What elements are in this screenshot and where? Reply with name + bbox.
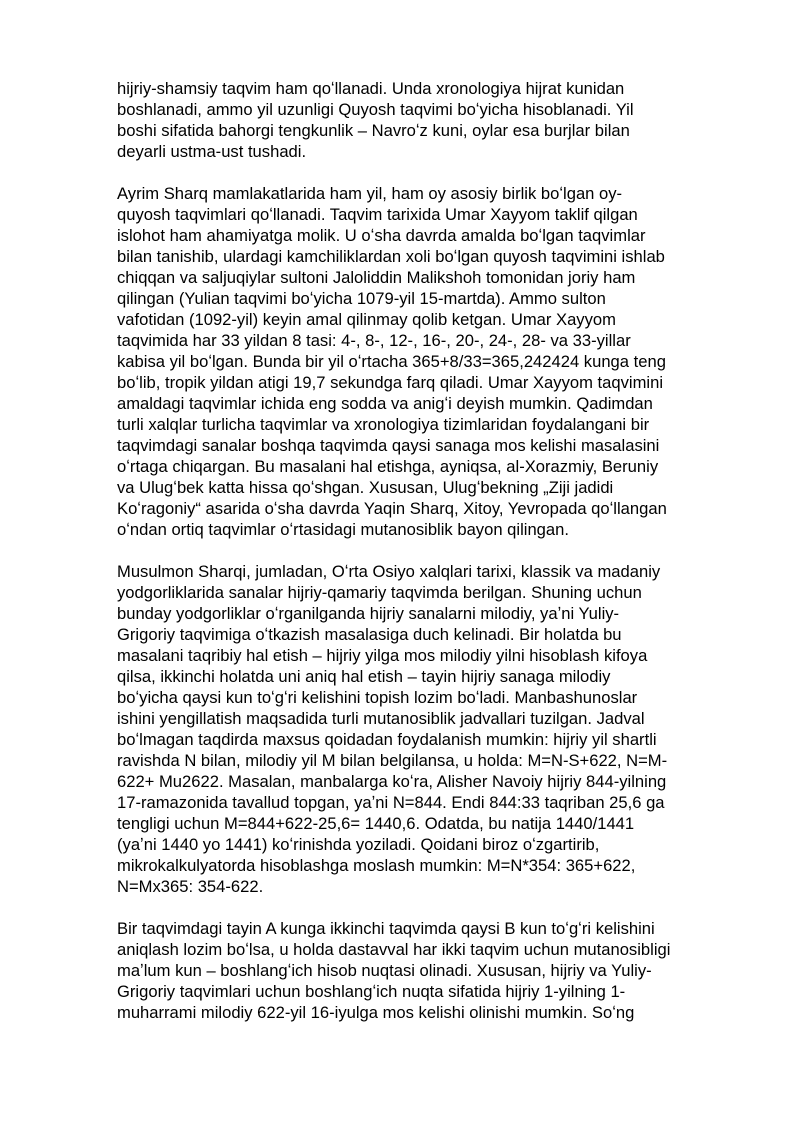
paragraph-hijri-to-gregorian-conversion: [117, 561, 752, 897]
text-line: bunday yodgorliklar oʻrganilganda hijriy sanalarni milodiy, yaʼni Yuliy-: [117, 604, 620, 623]
text-line: Grigoriy taqvimiga oʻtkazish masalasiga duch kelinadi. Bir holatda bu: [117, 625, 622, 644]
text-line: vafotidan (1092-yil) keyin amal qilinmay qolib ketgan. Umar Xayyom: [117, 310, 616, 329]
text-line: hijriy-shamsiy taqvim ham qoʻllanadi. Unda xronologiya hijrat kunidan: [117, 79, 625, 98]
text-line: boʻlib, tropik yildan atigi 19,7 sekundga farq qiladi. Umar Xayyom taqvimini: [117, 373, 664, 392]
text-line: Ayrim Sharq mamlakatlarida ham yil, ham oy asosiy birlik boʻlgan oy-: [117, 184, 623, 203]
text-line: boshlanadi, ammo yil uzunligi Quyosh taqvimi boʻyicha hisoblanadi. Yil: [117, 100, 634, 119]
text-line: boʻlmagan taqdirda maxsus qoidadan foydalanish mumkin: hijriy yil shartli: [117, 730, 657, 749]
text-line: boʻyicha qaysi kun toʻgʻri kelishini topish lozim boʻladi. Manbashunoslar: [117, 688, 638, 707]
text-line: oʻrtaga chiqargan. Bu masalani hal etishga, ayniqsa, al-Xorazmiy, Beruniy: [117, 457, 659, 476]
paragraph-reference-day: [117, 918, 752, 1023]
text-line: taqvimida har 33 yildan 8 tasi: 4-, 8-, 12-, 16-, 20-, 24-, 28- va 33-yillar: [117, 331, 631, 350]
text-line: chiqqan va saljuqiylar sultoni Jaloliddin Malikshoh tomonidan joriy ham: [117, 268, 636, 287]
text-line: qilsa, ikkinchi holatda uni aniq hal etish – tayin hijriy sanaga milodiy: [117, 667, 611, 686]
paragraph-hijri-solar-calendar: [117, 78, 752, 162]
text-line: ishini yengillatish maqsadida turli mutanosiblik jadvallari tuzilgan. Jadval: [117, 709, 645, 728]
text-line: masalani taqribiy hal etish – hijriy yilga mos milodiy yilni hisoblash kifoya: [117, 646, 648, 665]
text-line: taqvimdagi sanalar boshqa taqvimda qaysi sanaga mos kelishi masalasini: [117, 436, 660, 455]
text-line: 17-ramazonida tavallud topgan, yaʼni N=844. Endi 844:33 taqriban 25,6 ga: [117, 793, 665, 812]
text-line: oʻndan ortiq taqvimlar oʻrtasidagi mutanosiblik bayon qilingan.: [117, 520, 569, 539]
text-line: tengligi uchun M=844+622-25,6= 1440,6. Odatda, bu natija 1440/1441: [117, 814, 635, 833]
text-line: maʼlum kun – boshlangʻich hisob nuqtasi olinadi. Xususan, hijriy va Yuliy-: [117, 961, 652, 980]
text-line: Bir taqvimdagi tayin A kunga ikkinchi taqvimda qaysi B kun toʻgʻri kelishini: [117, 919, 655, 938]
text-line: (yaʼni 1440 yo 1441) koʻrinishda yoziladi. Qoidani biroz oʻzgartirib,: [117, 835, 600, 854]
text-line: qilingan (Yulian taqvimi boʻyicha 1079-yil 15-martda). Ammo sulton: [117, 289, 606, 308]
text-line: yodgorliklarida sanalar hijriy-qamariy taqvimda berilgan. Shuning uchun: [117, 583, 642, 602]
text-line: va Ulugʻbek katta hissa qoʻshgan. Xususan, Ulugʻbekning „Ziji jadidi: [117, 478, 614, 497]
text-line: Musulmon Sharqi, jumladan, Oʻrta Osiyo xalqlari tarixi, klassik va madaniy: [117, 562, 661, 581]
text-line: bilan tanishib, ulardagi kamchiliklardan xoli boʻlgan quyosh taqvimini ishlab: [117, 247, 665, 266]
text-line: turli xalqlar turlicha taqvimlar va xronologiya tizimlaridan foydalangani bir: [117, 415, 650, 434]
text-line: Grigoriy taqvimlari uchun boshlangʻich nuqta sifatida hijriy 1-yilning 1-: [117, 982, 626, 1001]
text-line: kabisa yil boʻlgan. Bunda bir yil oʻrtacha 365+8/33=365,242424 kunga teng: [117, 352, 666, 371]
text-line: amaldagi taqvimlar ichida eng sodda va anigʻi deyish mumkin. Qadimdan: [117, 394, 653, 413]
paragraph-lunisolar-calendars: [117, 183, 752, 540]
text-line: N=Mx365: 354-622.: [117, 877, 264, 896]
text-line: aniqlash lozim boʻlsa, u holda dastavval har ikki taqvim uchun mutanosibligi: [117, 940, 671, 959]
text-line: boshi sifatida bahorgi tengkunlik – Navroʻz kuni, oylar esa burjlar bilan: [117, 121, 630, 140]
text-line: mikrokalkulyatorda hisoblashga moslash mumkin: M=N*354: 365+622,: [117, 856, 636, 875]
text-line: ravishda N bilan, milodiy yil M bilan belgilansa, u holda: M=N-S+622, N=M-: [117, 751, 668, 770]
text-line: Koʻragoniy“ asarida oʻsha davrda Yaqin Sharq, Xitoy, Yevropada qoʻllangan: [117, 499, 667, 518]
text-line: quyosh taqvimlari qoʻllanadi. Taqvim tarixida Umar Xayyom taklif qilgan: [117, 205, 638, 224]
text-line: muharrami milodiy 622-yil 16-iyulga mos kelishi olinishi mumkin. Soʻng: [117, 1003, 635, 1022]
text-line: 622+ Mu2622. Masalan, manbalarga koʻra, Alisher Navoiy hijriy 844-yilning: [117, 772, 667, 791]
document-page: [117, 78, 752, 1044]
text-line: deyarli ustma-ust tushadi.: [117, 142, 307, 161]
text-line: islohot ham ahamiyatga molik. U oʻsha davrda amalda boʻlgan taqvimlar: [117, 226, 646, 245]
